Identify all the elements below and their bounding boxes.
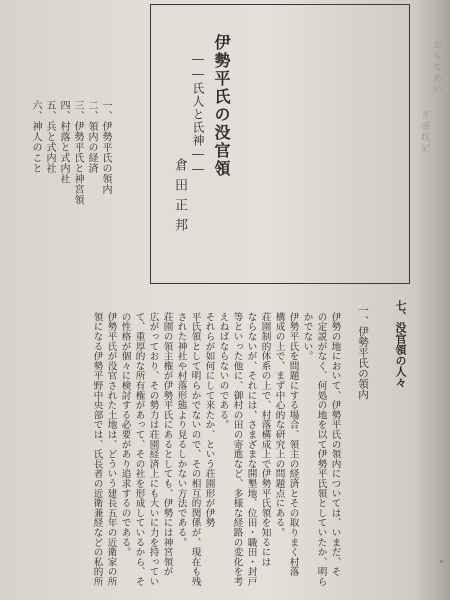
subsection-heading: 一、伊勢平氏の領内 <box>357 305 369 400</box>
toc-item: 五、兵と式内社 <box>44 100 55 174</box>
body-column: 荘園の領主権が伊勢平氏にあるとしても、伊勢には神宮領が <box>161 312 173 577</box>
body-column: 領になる伊勢平野中央部では、氏長者の近衛兼経などの私的所 <box>91 312 103 587</box>
body-column: 等といった他に、御村の田の寄進など、多様な経路の変化を考 <box>231 312 243 587</box>
page-mark <box>440 560 443 563</box>
body-column: された神社や村落形態より見るしかない方法である。 <box>175 312 187 548</box>
body-column: 伊勢平氏が没官された土地は、どういう建長五年の近衛家の所 <box>105 312 117 587</box>
body-column: 広がっており、その勢力は荘園経済上にも大いに力を持ってい <box>147 312 159 587</box>
body-column: えねばならないのである。 <box>217 312 229 430</box>
body-column: て、重厚的な所有権があって、その社を形成しているから、そ <box>133 312 145 587</box>
body-column: 荘園制的体系の上で、村落構成上で伊勢平氏領を知るには <box>259 312 271 567</box>
toc-item: 四、村落と式内社 <box>58 100 69 184</box>
author-name: 倉田正邦 <box>172 158 187 238</box>
article-title: 伊勢平氏の没官領 <box>212 34 231 178</box>
title-box <box>150 4 410 284</box>
bleed-through-text: おもてあい <box>431 40 441 95</box>
toc-item: 六、神人のこと <box>30 100 41 174</box>
body-column: の性格が個々に検討する必要があり追求するのである。 <box>119 312 131 557</box>
article-subtitle: ――氏人と氏神―― <box>191 52 205 177</box>
body-column: 伊勢平氏を問題にする場合、領主の経済とその取りまく村落 <box>287 312 299 577</box>
body-column: 平氏領として明らかでないので、その相互的関係が、現在も残 <box>189 312 201 587</box>
body-column: それらが如何にして来たか、という荘園形が伊勢 <box>203 312 215 528</box>
section-heading: 七、没官領の人々 <box>394 300 407 388</box>
body-column: ならないが、それには、さまざまな開墾地、位田・職田・封戸 <box>245 312 257 587</box>
body-column: の定説がなく、何処の地を以て伊勢平氏領としていたか、明ら <box>315 312 327 587</box>
body-column: かでない。 <box>301 312 313 361</box>
toc-item: 一、伊勢平氏の領内 <box>100 100 111 195</box>
bleed-through-text: ぎ盛政記 <box>419 110 429 154</box>
body-column: 伊勢の地において、伊勢平氏の領内については、いまだ、そ <box>329 312 341 577</box>
toc-item: 三、伊勢平氏と神宮領 <box>72 100 83 205</box>
body-column: 構成の上で、まず中心的な研究上の問題点にある。 <box>273 312 285 538</box>
toc-item: 二、領内の経済 <box>86 100 97 174</box>
